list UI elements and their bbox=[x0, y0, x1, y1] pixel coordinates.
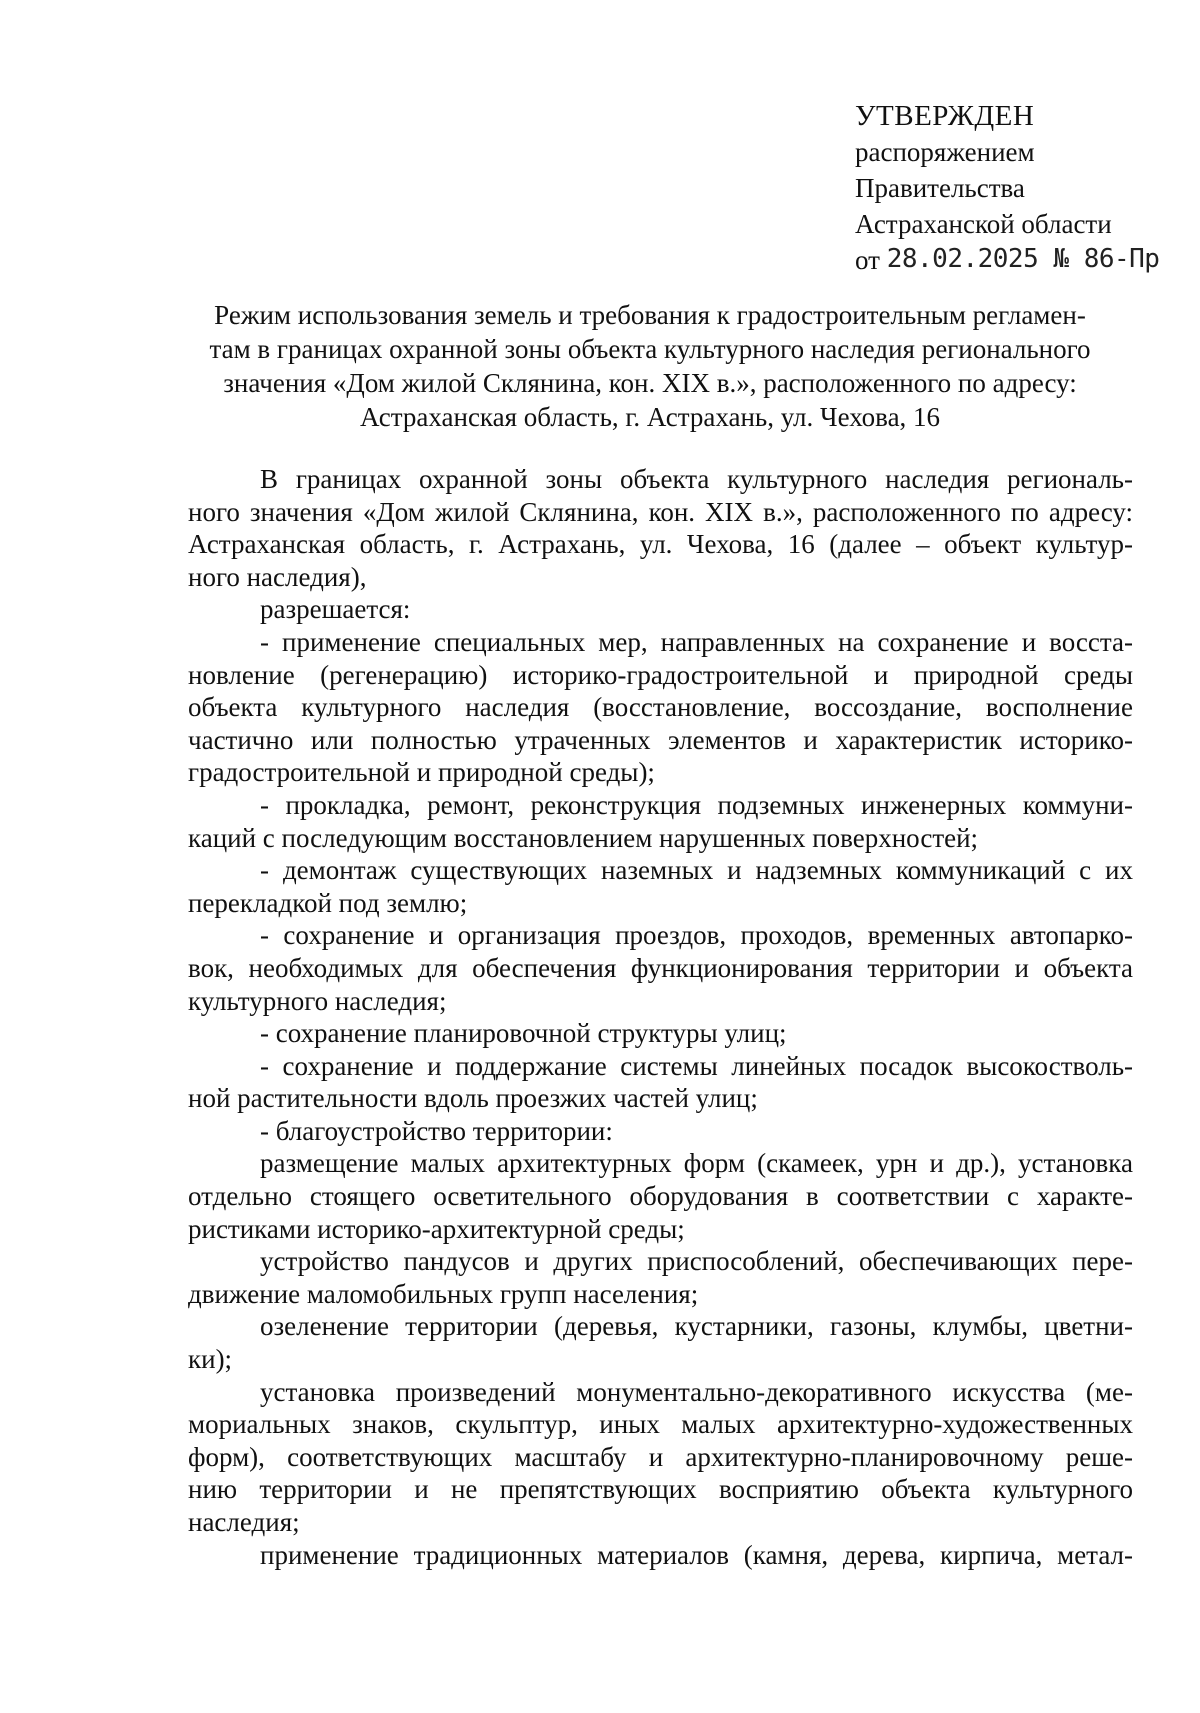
document-body bbox=[188, 463, 1133, 1571]
document-title bbox=[180, 298, 1120, 434]
approval-line-1: распоряжением bbox=[855, 137, 1035, 167]
approval-line-2: Правительства bbox=[855, 173, 1025, 203]
body-line: ной растительности вдоль проезжих частей улиц; bbox=[188, 1083, 758, 1114]
body-line: - демонтаж существующих наземных и надземных коммуникаций с их bbox=[260, 855, 1133, 886]
body-line: - прокладка, ремонт, реконструкция подземных инженерных коммуни- bbox=[260, 789, 1133, 820]
title-line: Астраханская область, г. Астрахань, ул. Чехова, 16 bbox=[359, 402, 941, 432]
body-line: применение традиционных материалов (камня, дерева, кирпича, метал- bbox=[260, 1539, 1133, 1570]
approval-stamp bbox=[855, 98, 1185, 279]
approval-heading: УТВЕРЖДЕН bbox=[855, 100, 1035, 132]
body-line: ного значения «Дом жилой Склянина, кон. XIX в.», расположенного по адресу: bbox=[188, 496, 1133, 527]
body-line: объекта культурного наследия (восстановление, воссоздание, восполнение bbox=[188, 692, 1133, 723]
body-line: наследия; bbox=[188, 1507, 300, 1537]
body-line: движение маломобильных групп населения; bbox=[188, 1278, 699, 1309]
approval-line-3: Астраханской области bbox=[855, 209, 1112, 239]
body-line: - сохранение планировочной структуры улиц; bbox=[260, 1018, 787, 1049]
title-line: значения «Дом жилой Склянина, кон. XIX в.», расположенного по адресу: bbox=[223, 368, 1077, 398]
body-line: ного наследия), bbox=[188, 561, 367, 592]
date-and-number: 28.02.2025 № 86-Пр bbox=[886, 244, 1160, 274]
approval-date-line bbox=[855, 242, 1185, 279]
body-line: В границах охранной зоны объекта культурного наследия региональ- bbox=[260, 464, 1133, 494]
body-line: градостроительной и природной среды); bbox=[188, 757, 655, 788]
title-line: там в границах охранной зоны объекта культурного наследия регионального bbox=[209, 334, 1091, 364]
body-line: размещение малых архитектурных форм (скамеек, урн и др.), установка bbox=[260, 1148, 1133, 1179]
body-line: - сохранение и поддержание системы линейных посадок высокостволь- bbox=[260, 1050, 1133, 1081]
body-line: - благоустройство территории: bbox=[260, 1115, 613, 1146]
body-line: культурного наследия; bbox=[188, 985, 447, 1016]
body-line: вок, необходимых для обеспечения функционирования территории и объекта bbox=[188, 952, 1133, 983]
body-line: новление (регенерацию) историко-градостроительной и природной среды bbox=[188, 659, 1133, 690]
date-prefix: от bbox=[855, 245, 880, 275]
body-line: Астраханская область, г. Астрахань, ул. Чехова, 16 (далее – объект культур- bbox=[188, 529, 1133, 560]
body-line: - сохранение и организация проездов, проходов, временных автопарко- bbox=[260, 920, 1133, 951]
title-line: Режим использования земель и требования к градостроительным регламен- bbox=[214, 300, 1086, 330]
body-line: разрешается: bbox=[260, 594, 411, 625]
body-line: ристиками историко-архитектурной среды; bbox=[188, 1213, 685, 1244]
body-line: ки); bbox=[188, 1344, 233, 1375]
body-line: мориальных знаков, скульптур, иных малых архитектурно-художественных bbox=[188, 1409, 1133, 1440]
body-line: частично или полностью утраченных элементов и характеристик историко- bbox=[188, 724, 1133, 755]
body-line: каций с последующим восстановлением нарушенных поверхностей; bbox=[188, 822, 979, 853]
body-line: установка произведений монументально-декоративного искусства (ме- bbox=[260, 1376, 1133, 1407]
body-line: - применение специальных мер, направленных на сохранение и восста- bbox=[260, 626, 1133, 657]
body-line: устройство пандусов и других приспособлений, обеспечивающих пере- bbox=[260, 1246, 1133, 1277]
body-line: озеленение территории (деревья, кустарники, газоны, клумбы, цветни- bbox=[260, 1311, 1133, 1342]
body-line: отдельно стоящего осветительного оборудования в соответствии с характе- bbox=[188, 1181, 1133, 1212]
body-line: перекладкой под землю; bbox=[188, 887, 468, 918]
body-line: нию территории и не препятствующих восприятию объекта культурного bbox=[188, 1474, 1133, 1505]
body-line: форм), соответствующих масштабу и архитектурно-планировочному реше- bbox=[188, 1441, 1133, 1472]
